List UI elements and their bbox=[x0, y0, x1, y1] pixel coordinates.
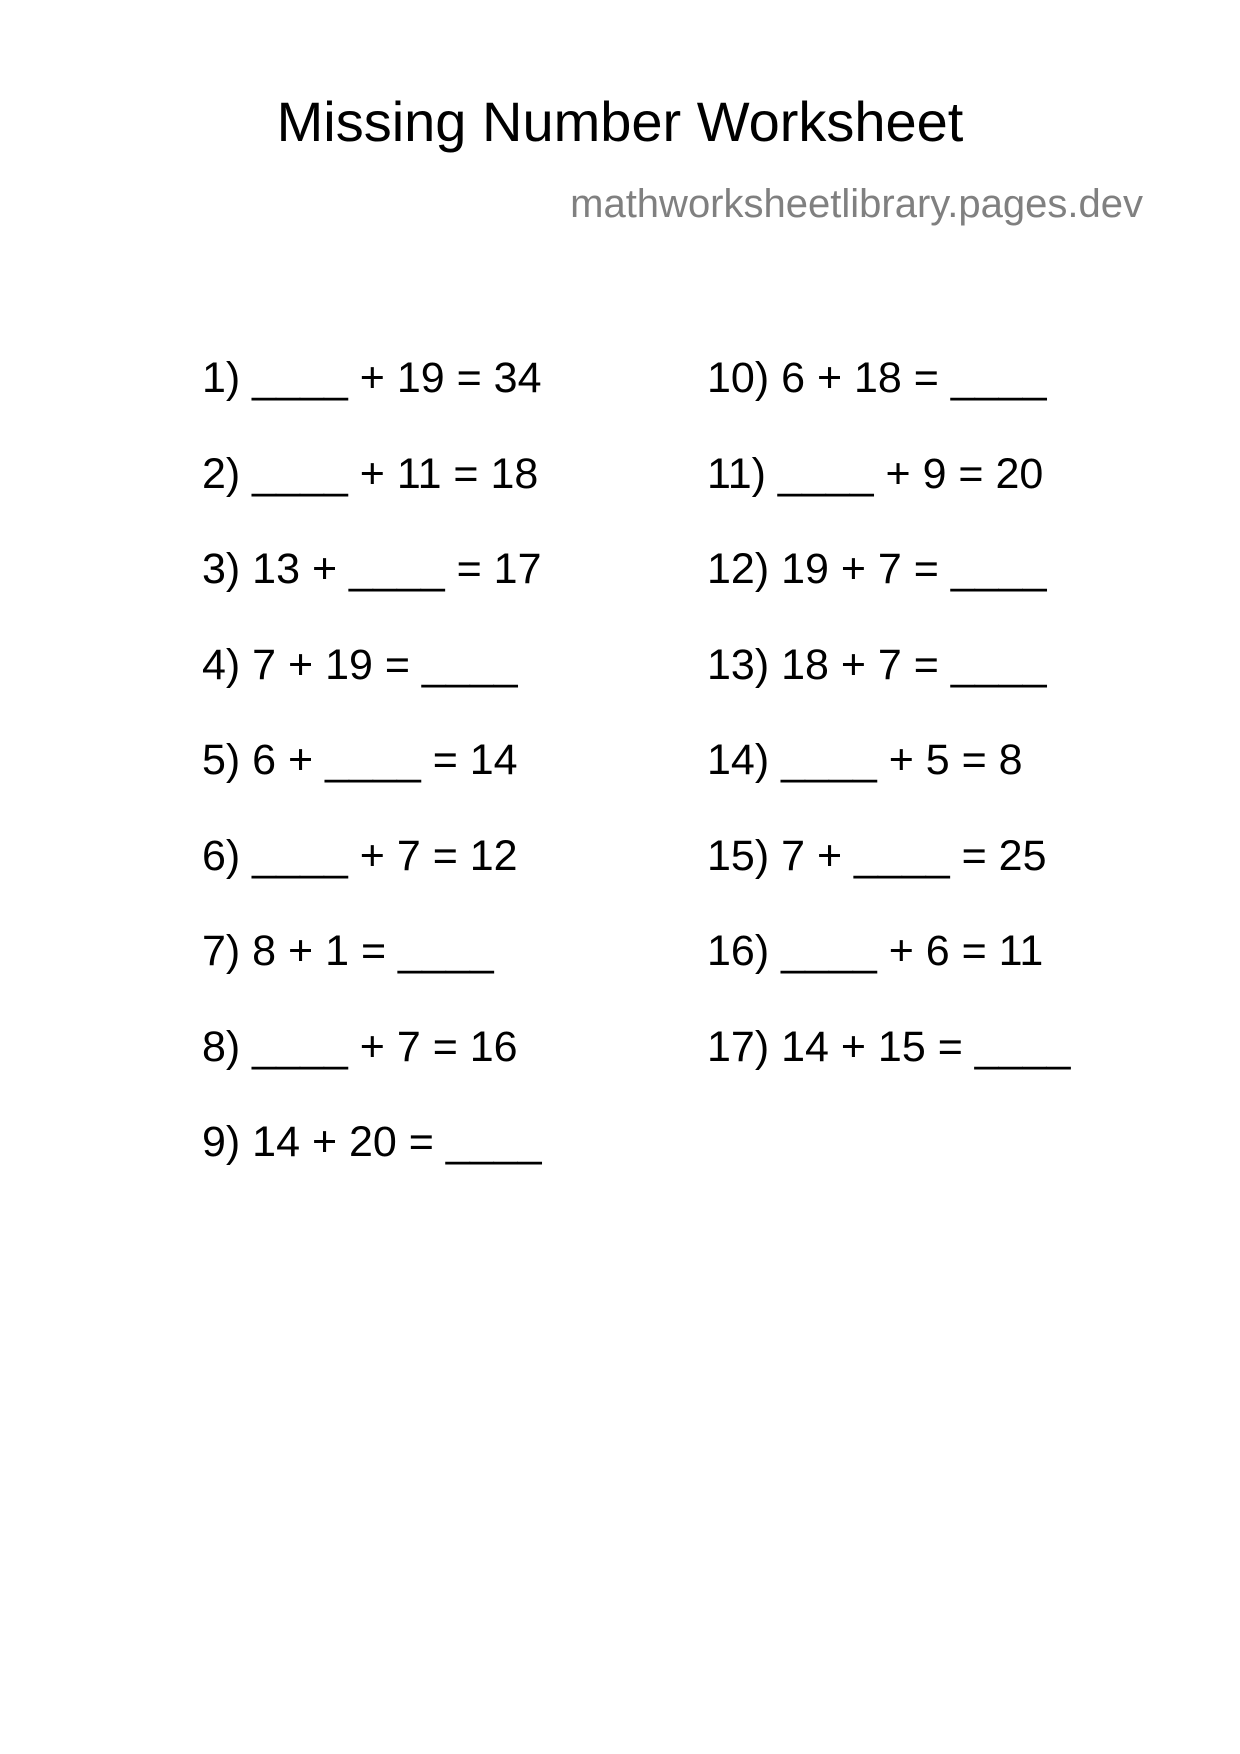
problem-17: 17) 14 + 15 = ____ bbox=[707, 1022, 1071, 1071]
problem-16: 16) ____ + 6 = 11 bbox=[707, 927, 1044, 975]
problem-column-left bbox=[202, 353, 542, 1213]
problem-5: 5) 6 + ____ = 14 bbox=[202, 736, 518, 784]
problem-7: 7) 8 + 1 = ____ bbox=[202, 927, 494, 975]
problem-10: 10) 6 + 18 = ____ bbox=[707, 354, 1047, 402]
problem-4: 4) 7 + 19 = ____ bbox=[202, 640, 518, 689]
problem-8: 8) ____ + 7 = 16 bbox=[202, 1022, 518, 1071]
problem-1: 1) ____ + 19 = 34 bbox=[202, 354, 542, 402]
problem-13: 13) 18 + 7 = ____ bbox=[707, 640, 1047, 689]
website-attribution: mathworksheetlibrary.pages.dev bbox=[570, 182, 1143, 226]
problem-3: 3) 13 + ____ = 17 bbox=[202, 545, 542, 593]
worksheet-title: Missing Number Worksheet bbox=[276, 90, 964, 153]
problem-9: 9) 14 + 20 = ____ bbox=[202, 1118, 542, 1166]
problem-6: 6) ____ + 7 = 12 bbox=[202, 831, 518, 880]
problem-15: 15) 7 + ____ = 25 bbox=[707, 831, 1047, 880]
problem-11: 11) ____ + 9 = 20 bbox=[707, 449, 1044, 498]
problem-12: 12) 19 + 7 = ____ bbox=[707, 545, 1047, 593]
problem-2: 2) ____ + 11 = 18 bbox=[202, 449, 539, 498]
problem-column-right bbox=[707, 353, 1070, 1117]
problem-14: 14) ____ + 5 = 8 bbox=[707, 736, 1023, 784]
